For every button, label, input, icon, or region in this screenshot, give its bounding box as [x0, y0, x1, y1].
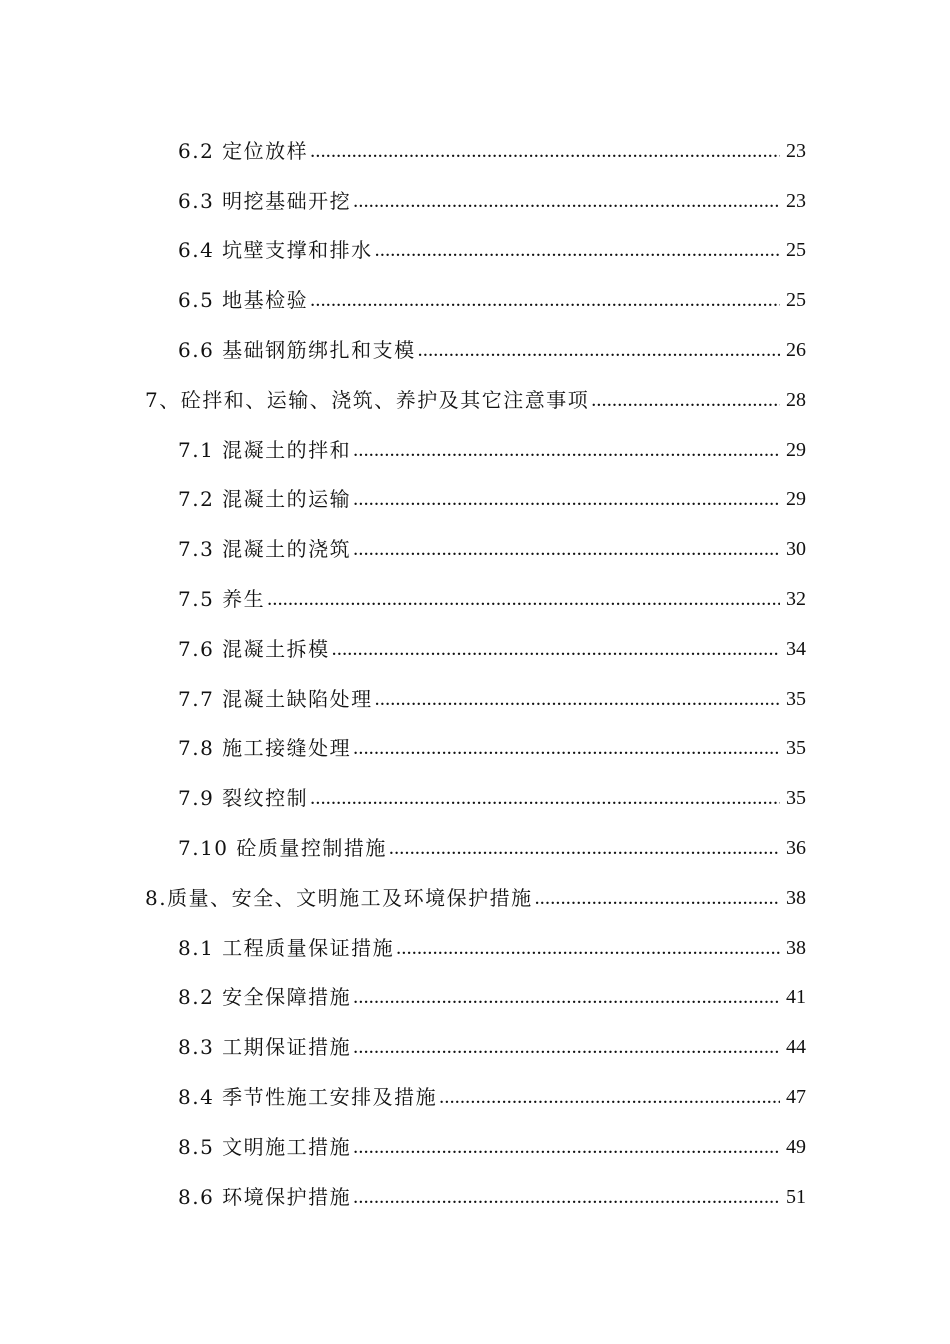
- toc-dot-leader: [375, 238, 780, 262]
- toc-entry[interactable]: [0, 375, 806, 425]
- toc-entry-page: 26: [786, 339, 806, 362]
- toc-entry-page: 44: [786, 1036, 806, 1059]
- toc-entry[interactable]: [0, 275, 806, 325]
- toc-dot-leader: [310, 786, 780, 810]
- toc-dot-leader: [267, 587, 780, 611]
- toc-dot-leader: [535, 886, 780, 910]
- toc-entry-title: 8.2 安全保障措施: [178, 985, 352, 1010]
- toc-entry-page: 28: [786, 388, 806, 411]
- toc-entry-page: 23: [786, 139, 806, 162]
- toc-entry[interactable]: [0, 524, 806, 574]
- toc-entry[interactable]: [0, 773, 806, 823]
- toc-entry[interactable]: [0, 226, 806, 276]
- toc-entry-title: 7、砼拌和、运输、浇筑、养护及其它注意事项: [145, 387, 590, 412]
- toc-entry-page: 38: [786, 886, 806, 909]
- toc-entry-title: 6.3 明挖基础开挖: [178, 188, 352, 213]
- toc-entry[interactable]: [0, 325, 806, 375]
- toc-entry-page: 35: [786, 687, 806, 710]
- toc-entry-title: 7.1 混凝土的拌和: [178, 437, 352, 462]
- toc-dot-leader: [353, 189, 780, 213]
- toc-entry-title: 8.4 季节性施工安排及措施: [178, 1085, 438, 1110]
- toc-entry[interactable]: [0, 1022, 806, 1072]
- toc-dot-leader: [375, 687, 780, 711]
- toc-entry-page: 29: [786, 438, 806, 461]
- toc-entry[interactable]: [0, 1122, 806, 1172]
- toc-entry-title: 7.9 裂纹控制: [178, 786, 309, 811]
- toc-entry-page: 49: [786, 1135, 806, 1158]
- toc-dot-leader: [439, 1085, 780, 1109]
- table-of-contents: [0, 126, 950, 1222]
- toc-entry[interactable]: [0, 624, 806, 674]
- toc-dot-leader: [418, 338, 780, 362]
- toc-entry-title: 8.5 文明施工措施: [178, 1134, 352, 1159]
- toc-entry-title: 6.6 基础钢筋绑扎和支模: [178, 338, 416, 363]
- toc-dot-leader: [353, 487, 780, 511]
- toc-dot-leader: [353, 1035, 780, 1059]
- toc-entry-page: 35: [786, 737, 806, 760]
- toc-entry-title: 7.2 混凝土的运输: [178, 487, 352, 512]
- toc-entry-page: 32: [786, 588, 806, 611]
- toc-dot-leader: [332, 637, 780, 661]
- toc-list: [0, 126, 806, 1222]
- toc-dot-leader: [353, 985, 780, 1009]
- toc-entry-title: 7.6 混凝土拆模: [178, 636, 330, 661]
- toc-entry-page: 25: [786, 239, 806, 262]
- toc-entry[interactable]: [0, 973, 806, 1023]
- toc-entry-page: 47: [786, 1086, 806, 1109]
- toc-entry-page: 25: [786, 289, 806, 312]
- toc-dot-leader: [353, 438, 780, 462]
- toc-dot-leader: [353, 736, 780, 760]
- toc-entry-page: 51: [786, 1185, 806, 1208]
- toc-dot-leader: [396, 936, 780, 960]
- toc-dot-leader: [389, 836, 780, 860]
- toc-entry-title: 8.3 工期保证措施: [178, 1035, 352, 1060]
- toc-entry-title: 6.2 定位放样: [178, 138, 309, 163]
- toc-entry[interactable]: [0, 823, 806, 873]
- toc-entry-page: 35: [786, 787, 806, 810]
- toc-dot-leader: [353, 537, 780, 561]
- toc-entry[interactable]: [0, 126, 806, 176]
- toc-dot-leader: [353, 1135, 780, 1159]
- toc-entry-page: 23: [786, 189, 806, 212]
- toc-dot-leader: [353, 1185, 780, 1209]
- toc-entry-page: 41: [786, 986, 806, 1009]
- toc-entry[interactable]: [0, 674, 806, 724]
- toc-entry[interactable]: [0, 475, 806, 525]
- toc-entry-page: 29: [786, 488, 806, 511]
- toc-dot-leader: [310, 288, 780, 312]
- toc-entry-title: 8.质量、安全、文明施工及环境保护措施: [145, 885, 533, 910]
- toc-entry[interactable]: [0, 724, 806, 774]
- toc-dot-leader: [591, 388, 780, 412]
- toc-entry[interactable]: [0, 574, 806, 624]
- toc-entry[interactable]: [0, 425, 806, 475]
- toc-entry-title: 8.6 环境保护措施: [178, 1184, 352, 1209]
- toc-entry[interactable]: [0, 176, 806, 226]
- toc-entry-page: 30: [786, 538, 806, 561]
- toc-entry-page: 36: [786, 837, 806, 860]
- toc-entry-title: 6.5 地基检验: [178, 288, 309, 313]
- toc-entry[interactable]: [0, 923, 806, 973]
- toc-entry-title: 8.1 工程质量保证措施: [178, 935, 395, 960]
- toc-entry-title: 7.5 养生: [178, 587, 266, 612]
- toc-entry-title: 7.3 混凝土的浇筑: [178, 537, 352, 562]
- toc-dot-leader: [310, 139, 780, 163]
- toc-entry-title: 6.4 坑壁支撑和排水: [178, 238, 373, 263]
- toc-entry-title: 7.7 混凝土缺陷处理: [178, 686, 373, 711]
- toc-entry[interactable]: [0, 873, 806, 923]
- toc-entry-page: 38: [786, 936, 806, 959]
- toc-entry[interactable]: [0, 1072, 806, 1122]
- toc-entry-title: 7.8 施工接缝处理: [178, 736, 352, 761]
- toc-entry-title: 7.10 砼质量控制措施: [178, 836, 387, 861]
- toc-entry-page: 34: [786, 637, 806, 660]
- toc-entry[interactable]: [0, 1172, 806, 1222]
